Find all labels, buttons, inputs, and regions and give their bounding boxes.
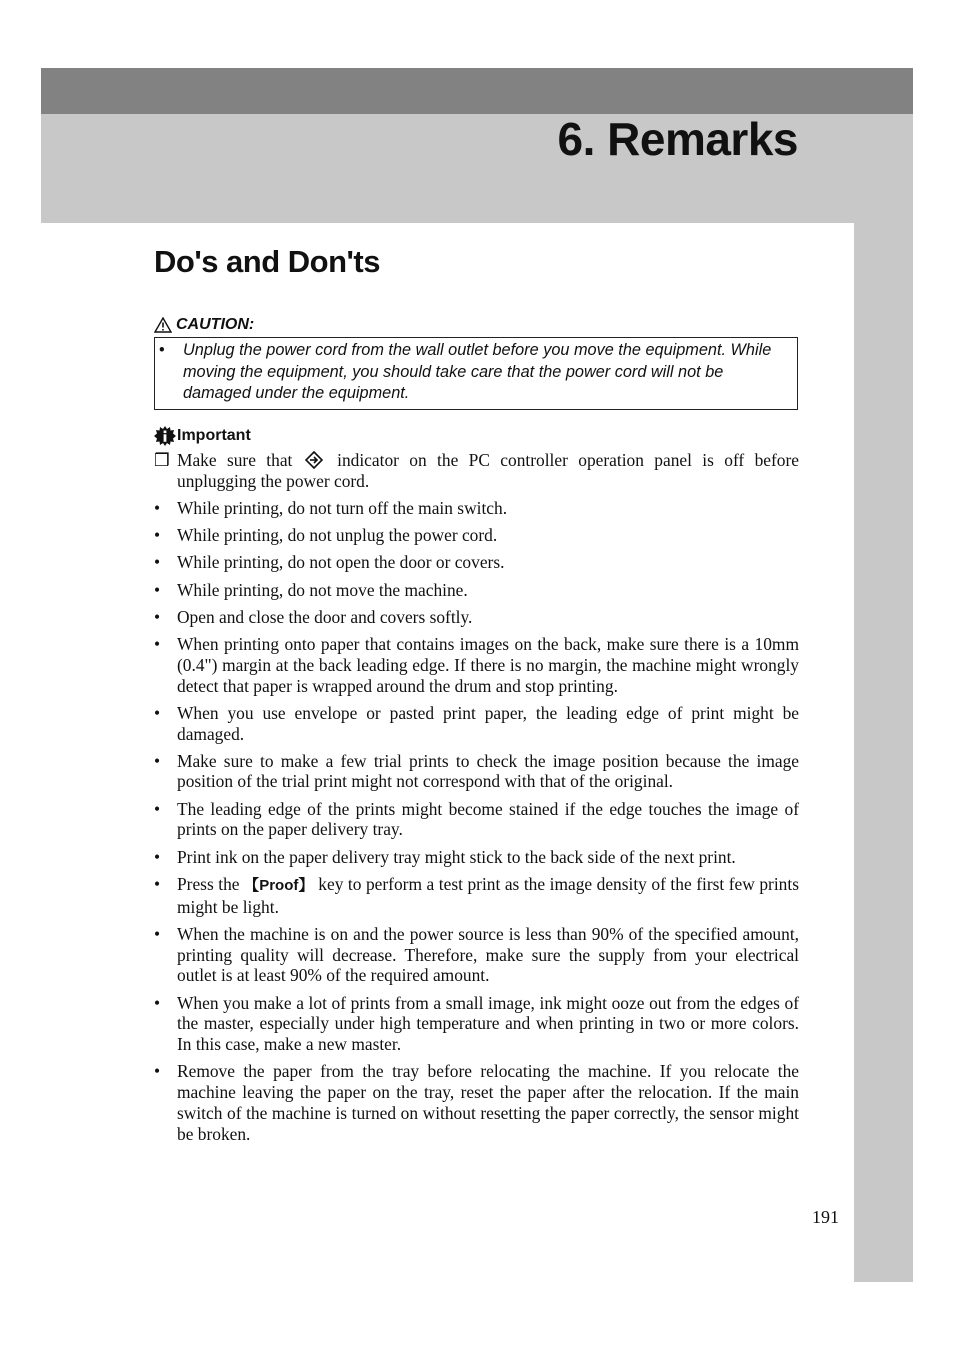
list-item — [154, 634, 799, 696]
bullet: • — [154, 992, 161, 1013]
section-title: Do's and Don'ts — [154, 244, 380, 279]
list-item-text: Open and close the door and covers softly. — [177, 606, 473, 627]
list-item-text: When the machine is on and the power source is less than 90% of the specified amount, printing quality will decrease. Therefore, make sure the supply from your electrical outlet is at least 90% of the required amount. — [177, 923, 799, 986]
list-item — [154, 450, 799, 492]
list-item — [154, 580, 799, 601]
list-item — [154, 847, 799, 868]
bullet: • — [154, 497, 161, 518]
proof-key-label: 【Proof】 — [244, 876, 314, 894]
warning-triangle-icon — [154, 317, 172, 333]
proof-item-after: key to perform a test print as the image density of the first few prints might be light. — [177, 873, 799, 917]
chapter-band-dark — [41, 68, 913, 114]
list-item-text: Remove the paper from the tray before relocating the machine. If you relocate the machine leaving the paper on the tray, reset the paper after the relocation. If the main switch of the machine is turned on without resetting the paper correctly, the sensor might be broken. — [177, 1061, 799, 1144]
list-item — [154, 703, 799, 745]
bullet: • — [154, 606, 161, 627]
list-item-text-after-icon: indicator on the PC controller operation panel is off before unplugging the power cord. — [177, 450, 799, 491]
list-item — [154, 874, 799, 918]
list-item — [154, 525, 799, 546]
list-item — [154, 799, 799, 841]
bullet: • — [154, 798, 161, 819]
proof-item-before: Press the — [177, 873, 240, 894]
pc-controller-indicator-icon — [305, 451, 325, 469]
bullet: • — [154, 579, 161, 600]
important-label: Important — [177, 427, 251, 444]
list-item — [154, 751, 799, 793]
page-number: 191 — [812, 1207, 839, 1227]
list-item-text: When printing onto paper that contains images on the back, make sure there is a 10mm (0.4") margin at the back leading edge. If there is no margin, the machine might wrongly detect that paper is wrapped around the drum and stop printing. — [177, 633, 799, 696]
caution-box — [154, 337, 798, 410]
caution-label: CAUTION: — [176, 316, 255, 333]
bullet: • — [154, 702, 161, 723]
bullet: • — [154, 525, 161, 546]
important-list — [154, 450, 799, 1151]
chapter-title: 6. Remarks — [557, 113, 798, 165]
list-item-text: Make sure to make a few trial prints to check the image position because the image position of the trial print might not correspond with that of the original. — [177, 750, 799, 792]
page-edge-tab — [854, 223, 913, 1282]
caution-text: Unplug the power cord from the wall outlet before you move the equipment. While moving the equipment, you should take care that the power cord will not be damaged under the equipment. — [183, 341, 772, 402]
list-item-text: While printing, do not unplug the power cord. — [177, 525, 498, 546]
checkbox-marker: ❒ — [154, 450, 170, 470]
bullet: • — [154, 873, 161, 894]
list-item — [154, 1061, 799, 1144]
list-item-text: When you use envelope or pasted print paper, the leading edge of print might be damaged. — [177, 702, 799, 744]
list-item-text-before-icon: Make sure that — [177, 450, 293, 470]
list-item-text: While printing, do not open the door or covers. — [177, 552, 505, 573]
list-item-text: While printing, do not turn off the main switch. — [177, 497, 508, 518]
list-item — [154, 607, 799, 628]
list-item — [154, 498, 799, 519]
list-item-text: The leading edge of the prints might become stained if the edge touches the image of prints on the paper delivery tray. — [177, 798, 799, 840]
bullet: • — [154, 633, 161, 654]
important-badge-icon — [154, 426, 176, 446]
list-item — [154, 552, 799, 573]
bullet: • — [154, 750, 161, 771]
list-item-text: When you make a lot of prints from a small image, ink might ooze out from the edges of the master, especially under high temperature and when printing in two or more colors. In this case, make a new master. — [177, 992, 799, 1055]
list-item — [154, 993, 799, 1055]
bullet: • — [154, 1061, 161, 1082]
important-heading — [154, 426, 251, 446]
bullet: • — [154, 552, 161, 573]
list-item — [154, 924, 799, 986]
caution-heading — [154, 316, 254, 334]
list-item-text: While printing, do not move the machine. — [177, 579, 468, 600]
bullet: • — [154, 923, 161, 944]
bullet: • — [154, 846, 161, 867]
caution-bullet: • — [159, 341, 165, 359]
list-item-text: Print ink on the paper delivery tray might stick to the back side of the next print. — [177, 846, 736, 867]
